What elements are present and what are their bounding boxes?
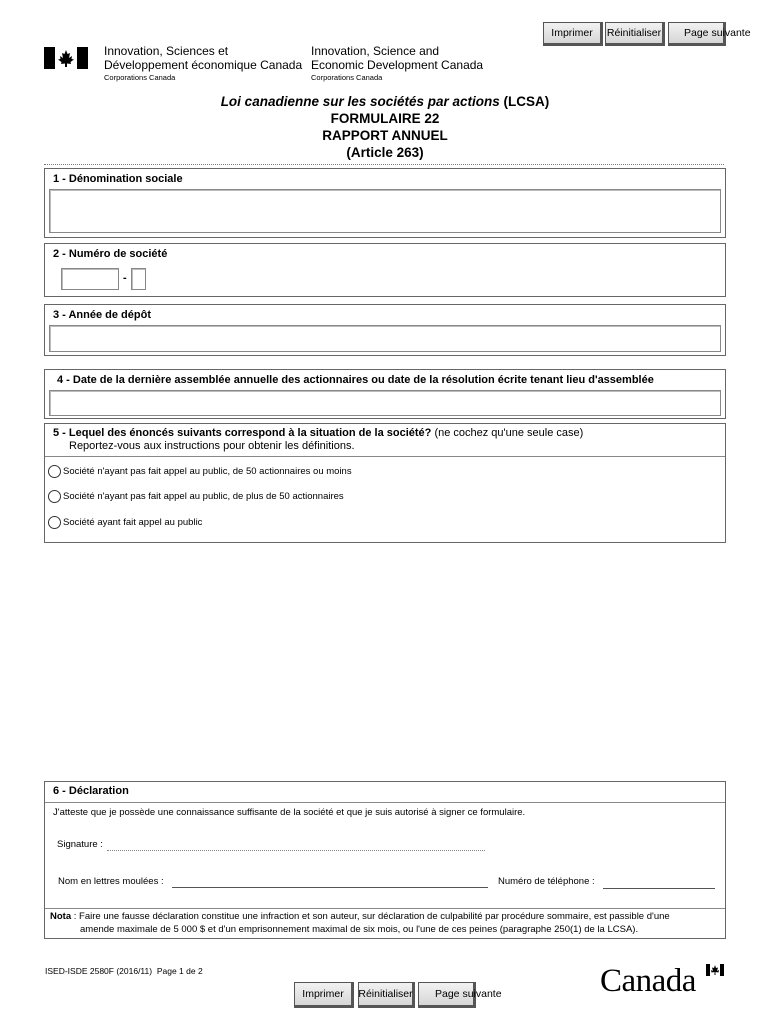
option-1-label: Société n'ayant pas fait appel au public, de 50 actionnaires ou moins xyxy=(63,466,352,477)
wordmark-flag-icon xyxy=(706,964,724,976)
note-bold: Nota xyxy=(50,911,72,922)
section-3-label: 3 - Année de dépôt xyxy=(53,309,151,321)
radio-option-3[interactable] xyxy=(48,516,61,529)
section-3 xyxy=(44,304,726,356)
canada-wordmark: Canada xyxy=(600,963,696,999)
section-5-label: 5 - Lequel des énoncés suivants correspond à la situation de la société? xyxy=(53,427,432,439)
dept-fr-sub: Corporations Canada xyxy=(104,73,176,82)
section-4-label: 4 - Date de la dernière assemblée annuelle des actionnaires ou date de la résolution écrite tenant lieu d'assemblée xyxy=(57,374,654,386)
department-fr xyxy=(104,44,302,72)
meeting-date-input[interactable] xyxy=(49,390,721,416)
reset-button[interactable]: Réinitialiser xyxy=(605,22,665,46)
note-text: : Faire une fausse déclaration constitue une infraction et son auteur, sur déclaration de culpabilité par procédure sommaire, est passible d'une xyxy=(71,911,670,922)
section-4 xyxy=(44,369,726,419)
section-5-divider xyxy=(45,456,725,457)
section-6-divider-bottom xyxy=(45,908,725,909)
filing-year-input[interactable] xyxy=(49,325,721,352)
signature-label: Signature : xyxy=(57,839,103,850)
section-2 xyxy=(44,243,726,297)
dept-fr-line1: Innovation, Sciences et xyxy=(104,44,229,58)
section-1-label: 1 - Dénomination sociale xyxy=(53,173,183,185)
act-abbr: (LCSA) xyxy=(499,94,550,109)
dept-en-sub: Corporations Canada xyxy=(311,73,383,82)
signature-line[interactable] xyxy=(107,850,485,851)
option-row-1[interactable] xyxy=(48,465,352,478)
attestation-text: J'atteste que je possède une connaissance suffisante de la société et que je suis autorisé à signer ce formulaire. xyxy=(53,807,526,818)
section-1 xyxy=(44,168,726,238)
form-id-text: ISED-ISDE 2580F (2016/11) xyxy=(45,966,153,976)
option-3-label: Société ayant fait appel au public xyxy=(63,517,203,528)
form-title xyxy=(0,93,770,161)
note-line-2: amende maximale de 5 000 $ et d'un emprisonnement maximal de six mois, ou l'une de ces peines (paragraphe 250(1) de la LCSA). xyxy=(80,924,639,935)
canada-flag-icon xyxy=(44,47,88,69)
corporation-number-input-2[interactable] xyxy=(131,268,146,290)
option-row-2[interactable] xyxy=(48,490,344,503)
phone-label: Numéro de téléphone : xyxy=(498,876,595,887)
department-en xyxy=(311,44,483,72)
next-page-button[interactable]: Page suivante xyxy=(668,22,726,46)
form-id xyxy=(45,966,203,976)
section-6-label: 6 - Déclaration xyxy=(53,785,129,797)
printed-name-input[interactable] xyxy=(172,887,488,888)
dept-fr-line2: Développement économique Canada xyxy=(104,58,303,72)
print-button-bottom[interactable]: Imprimer xyxy=(294,982,354,1008)
corporation-number-input-1[interactable] xyxy=(61,268,119,290)
reset-button-bottom[interactable]: Réinitialiser xyxy=(358,982,415,1008)
divider xyxy=(44,164,724,165)
radio-option-1[interactable] xyxy=(48,465,61,478)
section-5-label-line xyxy=(53,427,583,439)
option-row-3[interactable] xyxy=(48,516,202,529)
section-6-divider-top xyxy=(45,802,725,803)
dept-en-line2: Economic Development Canada xyxy=(311,58,484,72)
printed-name-label: Nom en lettres moulées : xyxy=(58,876,164,887)
section-5-instruction: Reportez-vous aux instructions pour obtenir les définitions. xyxy=(69,440,355,452)
page-number: Page 1 de 2 xyxy=(156,966,203,976)
phone-input[interactable] xyxy=(603,888,715,889)
corporation-number-dash: - xyxy=(123,272,127,284)
section-5-note: (ne cochez qu'une seule case) xyxy=(431,427,584,439)
next-page-button-bottom[interactable]: Page suivante xyxy=(418,982,476,1008)
dept-en-line1: Innovation, Science and xyxy=(311,44,440,58)
section-2-label: 2 - Numéro de société xyxy=(53,248,168,260)
article-ref: (Article 263) xyxy=(346,145,424,160)
note-line-1 xyxy=(50,911,670,922)
radio-option-2[interactable] xyxy=(48,490,61,503)
print-button[interactable]: Imprimer xyxy=(543,22,603,46)
act-name: Loi canadienne sur les sociétés par actions xyxy=(220,94,500,109)
form-number: FORMULAIRE 22 xyxy=(330,111,440,126)
corporate-name-input[interactable] xyxy=(49,189,721,233)
option-2-label: Société n'ayant pas fait appel au public, de plus de 50 actionnaires xyxy=(63,491,344,502)
report-title: RAPPORT ANNUEL xyxy=(322,128,448,143)
